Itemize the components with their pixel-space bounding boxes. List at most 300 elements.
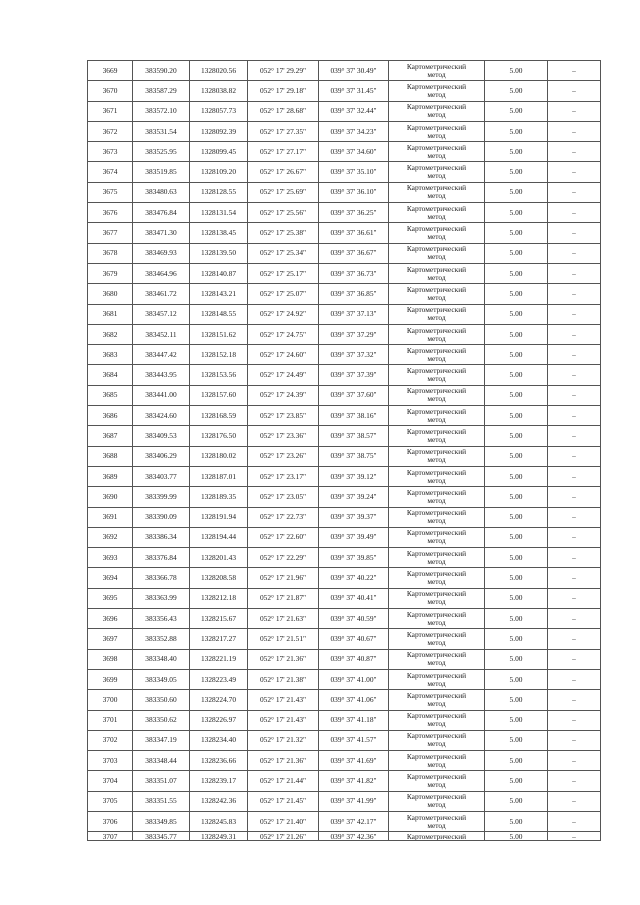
coord-x-cell: 383587.29 bbox=[133, 81, 190, 101]
method-line-1: Картометрический bbox=[406, 305, 467, 315]
latitude-cell: 052° 17' 29.18" bbox=[248, 81, 319, 101]
method-line-2: метод bbox=[427, 333, 446, 343]
method-line-1: Картометрический bbox=[406, 772, 467, 782]
accuracy-cell: 5.00 bbox=[485, 203, 548, 223]
coord-y-cell: 1328221.19 bbox=[190, 649, 248, 669]
method-line-1: Картометрический bbox=[406, 142, 467, 152]
table-row bbox=[88, 284, 601, 304]
method-line-2: метод bbox=[427, 455, 446, 465]
method-line-1: Картометрический bbox=[406, 528, 467, 538]
latitude-cell: 052° 17' 21.36" bbox=[248, 649, 319, 669]
note-cell: – bbox=[548, 690, 601, 710]
latitude-cell: 052° 17' 21.40" bbox=[248, 811, 319, 831]
accuracy-cell: 5.00 bbox=[485, 568, 548, 588]
table-row bbox=[88, 142, 601, 162]
method-cell bbox=[389, 182, 485, 202]
method-line-1: Картометрический bbox=[406, 102, 467, 112]
method-line-2: метод bbox=[427, 759, 446, 769]
accuracy-cell: 5.00 bbox=[485, 609, 548, 629]
coord-y-cell: 1328109.20 bbox=[190, 162, 248, 182]
longitude-cell: 039° 37' 41.57" bbox=[319, 730, 389, 750]
coord-y-cell: 1328139.50 bbox=[190, 243, 248, 263]
point-number-cell: 3688 bbox=[88, 446, 133, 466]
table-row bbox=[88, 771, 601, 791]
coord-y-cell: 1328245.83 bbox=[190, 811, 248, 831]
latitude-cell: 052° 17' 21.36" bbox=[248, 751, 319, 771]
method-line-2: метод bbox=[427, 658, 446, 668]
table-row bbox=[88, 466, 601, 486]
table-row bbox=[88, 101, 601, 121]
method-cell bbox=[389, 426, 485, 446]
coord-y-cell: 1328249.31 bbox=[190, 832, 248, 841]
note-cell: – bbox=[548, 629, 601, 649]
longitude-cell: 039° 37' 35.10" bbox=[319, 162, 389, 182]
coord-x-cell: 383525.95 bbox=[133, 142, 190, 162]
method-line-1: Картометрический bbox=[406, 690, 467, 700]
coord-x-cell: 383409.53 bbox=[133, 426, 190, 446]
point-number-cell: 3678 bbox=[88, 243, 133, 263]
table-row bbox=[88, 365, 601, 385]
coord-y-cell: 1328131.54 bbox=[190, 203, 248, 223]
accuracy-cell: 5.00 bbox=[485, 466, 548, 486]
latitude-cell: 052° 17' 24.39" bbox=[248, 385, 319, 405]
note-cell: – bbox=[548, 588, 601, 608]
point-number-cell: 3702 bbox=[88, 730, 133, 750]
note-cell: – bbox=[548, 101, 601, 121]
method-cell bbox=[389, 568, 485, 588]
longitude-cell: 039° 37' 40.67" bbox=[319, 629, 389, 649]
coord-x-cell: 383441.00 bbox=[133, 385, 190, 405]
note-cell: – bbox=[548, 61, 601, 81]
coord-x-cell: 383399.99 bbox=[133, 487, 190, 507]
method-line-2: метод bbox=[427, 617, 446, 627]
method-cell bbox=[389, 385, 485, 405]
method-line-1: Картометрический bbox=[406, 264, 467, 274]
coord-y-cell: 1328138.45 bbox=[190, 223, 248, 243]
accuracy-cell: 5.00 bbox=[485, 487, 548, 507]
accuracy-cell: 5.00 bbox=[485, 162, 548, 182]
coord-x-cell: 383350.60 bbox=[133, 690, 190, 710]
method-line-2: метод bbox=[427, 89, 446, 99]
table-row bbox=[88, 791, 601, 811]
table-row bbox=[88, 406, 601, 426]
method-line-1: Картометрический bbox=[406, 467, 467, 477]
coord-x-cell: 383376.84 bbox=[133, 548, 190, 568]
method-line-2: метод bbox=[427, 252, 446, 262]
note-cell: – bbox=[548, 568, 601, 588]
accuracy-cell: 5.00 bbox=[485, 771, 548, 791]
longitude-cell: 039° 37' 37.60" bbox=[319, 385, 389, 405]
longitude-cell: 039° 37' 39.85" bbox=[319, 548, 389, 568]
longitude-cell: 039° 37' 40.59" bbox=[319, 609, 389, 629]
method-line-1: Картометрический bbox=[406, 508, 467, 518]
method-line-1: Картометрический bbox=[406, 548, 467, 558]
coord-y-cell: 1328057.73 bbox=[190, 101, 248, 121]
method-line-1: Картометрический bbox=[406, 609, 467, 619]
latitude-cell: 052° 17' 23.05" bbox=[248, 487, 319, 507]
note-cell: – bbox=[548, 710, 601, 730]
point-number-cell: 3692 bbox=[88, 527, 133, 547]
method-line-2: метод bbox=[427, 780, 446, 790]
method-line-1: Картометрический bbox=[406, 122, 467, 132]
longitude-cell: 039° 37' 38.57" bbox=[319, 426, 389, 446]
longitude-cell: 039° 37' 34.23" bbox=[319, 121, 389, 141]
latitude-cell: 052° 17' 22.73" bbox=[248, 507, 319, 527]
method-line-1: Картометрический bbox=[406, 406, 467, 416]
longitude-cell: 039° 37' 36.73" bbox=[319, 263, 389, 283]
table-row bbox=[88, 324, 601, 344]
coord-x-cell: 383519.85 bbox=[133, 162, 190, 182]
coord-x-cell: 383363.99 bbox=[133, 588, 190, 608]
accuracy-cell: 5.00 bbox=[485, 751, 548, 771]
point-number-cell: 3679 bbox=[88, 263, 133, 283]
point-number-cell: 3687 bbox=[88, 426, 133, 446]
longitude-cell: 039° 37' 36.25" bbox=[319, 203, 389, 223]
accuracy-cell: 5.00 bbox=[485, 101, 548, 121]
coord-y-cell: 1328176.50 bbox=[190, 426, 248, 446]
method-cell bbox=[389, 548, 485, 568]
method-line-2: метод bbox=[427, 414, 446, 424]
accuracy-cell: 5.00 bbox=[485, 446, 548, 466]
latitude-cell: 052° 17' 21.38" bbox=[248, 669, 319, 689]
method-line-2: метод bbox=[427, 394, 446, 404]
table-row bbox=[88, 548, 601, 568]
coord-y-cell: 1328038.82 bbox=[190, 81, 248, 101]
accuracy-cell: 5.00 bbox=[485, 690, 548, 710]
latitude-cell: 052° 17' 25.17" bbox=[248, 263, 319, 283]
method-line-2: метод bbox=[427, 597, 446, 607]
point-number-cell: 3673 bbox=[88, 142, 133, 162]
table-row bbox=[88, 669, 601, 689]
method-cell bbox=[389, 710, 485, 730]
method-cell bbox=[389, 406, 485, 426]
point-number-cell: 3686 bbox=[88, 406, 133, 426]
latitude-cell: 052° 17' 29.29" bbox=[248, 61, 319, 81]
coord-y-cell: 1328148.55 bbox=[190, 304, 248, 324]
method-line-1: Картометрический bbox=[406, 203, 467, 213]
note-cell: – bbox=[548, 182, 601, 202]
method-line-1: Картометрический bbox=[406, 366, 467, 376]
latitude-cell: 052° 17' 21.26" bbox=[248, 832, 319, 841]
longitude-cell: 039° 37' 30.49" bbox=[319, 61, 389, 81]
method-cell bbox=[389, 203, 485, 223]
longitude-cell: 039° 37' 39.12" bbox=[319, 466, 389, 486]
table-row bbox=[88, 751, 601, 771]
table-row bbox=[88, 61, 601, 81]
note-cell: – bbox=[548, 751, 601, 771]
coord-x-cell: 383424.60 bbox=[133, 406, 190, 426]
table-row bbox=[88, 446, 601, 466]
latitude-cell: 052° 17' 21.63" bbox=[248, 609, 319, 629]
note-cell: – bbox=[548, 263, 601, 283]
note-cell: – bbox=[548, 527, 601, 547]
coord-y-cell: 1328226.97 bbox=[190, 710, 248, 730]
longitude-cell: 039° 37' 39.24" bbox=[319, 487, 389, 507]
longitude-cell: 039° 37' 36.10" bbox=[319, 182, 389, 202]
method-line-2: метод bbox=[427, 800, 446, 810]
note-cell: – bbox=[548, 365, 601, 385]
method-line-1: Картометрический bbox=[406, 711, 467, 721]
coord-x-cell: 383447.42 bbox=[133, 345, 190, 365]
method-cell bbox=[389, 162, 485, 182]
point-number-cell: 3704 bbox=[88, 771, 133, 791]
accuracy-cell: 5.00 bbox=[485, 588, 548, 608]
method-line-2: метод bbox=[427, 232, 446, 242]
note-cell: – bbox=[548, 669, 601, 689]
method-line-1: Картометрический bbox=[406, 386, 467, 396]
coord-x-cell: 383351.07 bbox=[133, 771, 190, 791]
method-cell bbox=[389, 324, 485, 344]
longitude-cell: 039° 37' 37.29" bbox=[319, 324, 389, 344]
method-line-1: Картометрический bbox=[406, 244, 467, 254]
accuracy-cell: 5.00 bbox=[485, 345, 548, 365]
coordinates-table bbox=[87, 60, 601, 841]
table-row bbox=[88, 568, 601, 588]
point-number-cell: 3699 bbox=[88, 669, 133, 689]
coordinates-table-body bbox=[88, 61, 601, 841]
coord-x-cell: 383469.93 bbox=[133, 243, 190, 263]
longitude-cell: 039° 37' 41.69" bbox=[319, 751, 389, 771]
coord-y-cell: 1328239.17 bbox=[190, 771, 248, 791]
table-row bbox=[88, 629, 601, 649]
method-cell bbox=[389, 487, 485, 507]
method-cell bbox=[389, 811, 485, 831]
longitude-cell: 039° 37' 34.60" bbox=[319, 142, 389, 162]
method-line-1: Картометрический bbox=[406, 163, 467, 173]
coord-y-cell: 1328191.94 bbox=[190, 507, 248, 527]
coord-y-cell: 1328140.87 bbox=[190, 263, 248, 283]
table-row bbox=[88, 203, 601, 223]
coord-x-cell: 383531.54 bbox=[133, 121, 190, 141]
method-line-2: метод bbox=[427, 150, 446, 160]
method-line-2: метод bbox=[427, 820, 446, 830]
point-number-cell: 3671 bbox=[88, 101, 133, 121]
latitude-cell: 052° 17' 22.60" bbox=[248, 527, 319, 547]
method-cell bbox=[389, 588, 485, 608]
point-number-cell: 3681 bbox=[88, 304, 133, 324]
coord-x-cell: 383349.85 bbox=[133, 811, 190, 831]
method-line-1: Картометрический bbox=[406, 426, 467, 436]
method-line-2: метод bbox=[427, 292, 446, 302]
coord-y-cell: 1328217.27 bbox=[190, 629, 248, 649]
accuracy-cell: 5.00 bbox=[485, 426, 548, 446]
method-line-2: метод bbox=[427, 272, 446, 282]
method-line-1: Картометрический bbox=[406, 670, 467, 680]
longitude-cell: 039° 37' 40.22" bbox=[319, 568, 389, 588]
coord-y-cell: 1328168.59 bbox=[190, 406, 248, 426]
table-row bbox=[88, 182, 601, 202]
table-row bbox=[88, 385, 601, 405]
note-cell: – bbox=[548, 203, 601, 223]
note-cell: – bbox=[548, 446, 601, 466]
table-row bbox=[88, 263, 601, 283]
latitude-cell: 052° 17' 25.07" bbox=[248, 284, 319, 304]
note-cell: – bbox=[548, 507, 601, 527]
method-line-2: метод bbox=[427, 475, 446, 485]
table-row bbox=[88, 588, 601, 608]
longitude-cell: 039° 37' 41.82" bbox=[319, 771, 389, 791]
method-line-1: Картометрический bbox=[406, 81, 467, 91]
table-row bbox=[88, 507, 601, 527]
note-cell: – bbox=[548, 304, 601, 324]
latitude-cell: 052° 17' 27.17" bbox=[248, 142, 319, 162]
point-number-cell: 3694 bbox=[88, 568, 133, 588]
method-line-2: метод bbox=[427, 719, 446, 729]
method-cell bbox=[389, 649, 485, 669]
method-line-2: метод bbox=[427, 678, 446, 688]
longitude-cell: 039° 37' 37.39" bbox=[319, 365, 389, 385]
coord-x-cell: 383390.09 bbox=[133, 507, 190, 527]
table-row bbox=[88, 832, 601, 841]
method-line-1: Картометрический bbox=[406, 345, 467, 355]
method-cell bbox=[389, 345, 485, 365]
point-number-cell: 3684 bbox=[88, 365, 133, 385]
point-number-cell: 3696 bbox=[88, 609, 133, 629]
coord-x-cell: 383347.19 bbox=[133, 730, 190, 750]
longitude-cell: 039° 37' 37.32" bbox=[319, 345, 389, 365]
method-cell bbox=[389, 223, 485, 243]
point-number-cell: 3676 bbox=[88, 203, 133, 223]
method-line-2: метод bbox=[427, 130, 446, 140]
accuracy-cell: 5.00 bbox=[485, 406, 548, 426]
coord-x-cell: 383457.12 bbox=[133, 304, 190, 324]
method-line-2: метод bbox=[427, 739, 446, 749]
point-number-cell: 3672 bbox=[88, 121, 133, 141]
note-cell: – bbox=[548, 284, 601, 304]
method-line-2: метод bbox=[427, 353, 446, 363]
table-row bbox=[88, 121, 601, 141]
method-cell bbox=[389, 365, 485, 385]
note-cell: – bbox=[548, 811, 601, 831]
table-row bbox=[88, 730, 601, 750]
point-number-cell: 3669 bbox=[88, 61, 133, 81]
accuracy-cell: 5.00 bbox=[485, 629, 548, 649]
method-cell bbox=[389, 263, 485, 283]
table-row bbox=[88, 223, 601, 243]
latitude-cell: 052° 17' 23.85" bbox=[248, 406, 319, 426]
longitude-cell: 039° 37' 41.18" bbox=[319, 710, 389, 730]
point-number-cell: 3701 bbox=[88, 710, 133, 730]
latitude-cell: 052° 17' 21.44" bbox=[248, 771, 319, 791]
latitude-cell: 052° 17' 24.92" bbox=[248, 304, 319, 324]
accuracy-cell: 5.00 bbox=[485, 832, 548, 841]
coord-x-cell: 383345.77 bbox=[133, 832, 190, 841]
coord-y-cell: 1328212.18 bbox=[190, 588, 248, 608]
longitude-cell: 039° 37' 31.45" bbox=[319, 81, 389, 101]
coord-x-cell: 383403.77 bbox=[133, 466, 190, 486]
latitude-cell: 052° 17' 23.26" bbox=[248, 446, 319, 466]
method-line-1: Картометрический bbox=[406, 831, 467, 841]
point-number-cell: 3689 bbox=[88, 466, 133, 486]
latitude-cell: 052° 17' 21.51" bbox=[248, 629, 319, 649]
method-line-2: метод bbox=[427, 69, 446, 79]
table-row bbox=[88, 304, 601, 324]
coord-x-cell: 383590.20 bbox=[133, 61, 190, 81]
latitude-cell: 052° 17' 26.67" bbox=[248, 162, 319, 182]
point-number-cell: 3707 bbox=[88, 832, 133, 841]
latitude-cell: 052° 17' 25.69" bbox=[248, 182, 319, 202]
method-line-1: Картометрический bbox=[406, 325, 467, 335]
table-row bbox=[88, 81, 601, 101]
accuracy-cell: 5.00 bbox=[485, 365, 548, 385]
latitude-cell: 052° 17' 23.17" bbox=[248, 466, 319, 486]
method-line-1: Картометрический bbox=[406, 447, 467, 457]
accuracy-cell: 5.00 bbox=[485, 507, 548, 527]
coord-y-cell: 1328180.02 bbox=[190, 446, 248, 466]
longitude-cell: 039° 37' 38.16" bbox=[319, 406, 389, 426]
note-cell: – bbox=[548, 649, 601, 669]
coord-y-cell: 1328099.45 bbox=[190, 142, 248, 162]
coord-y-cell: 1328153.56 bbox=[190, 365, 248, 385]
coord-x-cell: 383348.40 bbox=[133, 649, 190, 669]
latitude-cell: 052° 17' 24.49" bbox=[248, 365, 319, 385]
longitude-cell: 039° 37' 41.00" bbox=[319, 669, 389, 689]
point-number-cell: 3703 bbox=[88, 751, 133, 771]
accuracy-cell: 5.00 bbox=[485, 284, 548, 304]
accuracy-cell: 5.00 bbox=[485, 548, 548, 568]
accuracy-cell: 5.00 bbox=[485, 304, 548, 324]
coord-y-cell: 1328215.67 bbox=[190, 609, 248, 629]
method-line-1: Картометрический bbox=[406, 61, 467, 71]
accuracy-cell: 5.00 bbox=[485, 527, 548, 547]
latitude-cell: 052° 17' 28.68" bbox=[248, 101, 319, 121]
note-cell: – bbox=[548, 345, 601, 365]
method-line-1: Картометрический bbox=[406, 183, 467, 193]
coord-y-cell: 1328157.60 bbox=[190, 385, 248, 405]
table-row bbox=[88, 649, 601, 669]
accuracy-cell: 5.00 bbox=[485, 81, 548, 101]
method-line-1: Картометрический bbox=[406, 792, 467, 802]
coord-y-cell: 1328187.01 bbox=[190, 466, 248, 486]
method-line-1: Картометрический bbox=[406, 751, 467, 761]
note-cell: – bbox=[548, 406, 601, 426]
coord-y-cell: 1328128.55 bbox=[190, 182, 248, 202]
accuracy-cell: 5.00 bbox=[485, 263, 548, 283]
method-line-2: метод bbox=[427, 110, 446, 120]
method-cell bbox=[389, 751, 485, 771]
coord-y-cell: 1328194.44 bbox=[190, 527, 248, 547]
accuracy-cell: 5.00 bbox=[485, 791, 548, 811]
point-number-cell: 3690 bbox=[88, 487, 133, 507]
method-line-1: Картометрический bbox=[406, 812, 467, 822]
note-cell: – bbox=[548, 832, 601, 841]
method-cell bbox=[389, 507, 485, 527]
latitude-cell: 052° 17' 25.34" bbox=[248, 243, 319, 263]
method-line-2: метод bbox=[427, 313, 446, 323]
note-cell: – bbox=[548, 487, 601, 507]
longitude-cell: 039° 37' 39.49" bbox=[319, 527, 389, 547]
note-cell: – bbox=[548, 730, 601, 750]
note-cell: – bbox=[548, 548, 601, 568]
table-row bbox=[88, 690, 601, 710]
latitude-cell: 052° 17' 22.29" bbox=[248, 548, 319, 568]
accuracy-cell: 5.00 bbox=[485, 730, 548, 750]
table-row bbox=[88, 426, 601, 446]
latitude-cell: 052° 17' 24.75" bbox=[248, 324, 319, 344]
method-line-2: метод bbox=[427, 171, 446, 181]
latitude-cell: 052° 17' 21.87" bbox=[248, 588, 319, 608]
note-cell: – bbox=[548, 385, 601, 405]
method-line-1: Картометрический bbox=[406, 629, 467, 639]
coord-x-cell: 383471.30 bbox=[133, 223, 190, 243]
table-row bbox=[88, 243, 601, 263]
point-number-cell: 3698 bbox=[88, 649, 133, 669]
method-cell bbox=[389, 730, 485, 750]
method-line-2: метод bbox=[427, 191, 446, 201]
accuracy-cell: 5.00 bbox=[485, 669, 548, 689]
method-line-1: Картометрический bbox=[406, 650, 467, 660]
method-cell bbox=[389, 690, 485, 710]
